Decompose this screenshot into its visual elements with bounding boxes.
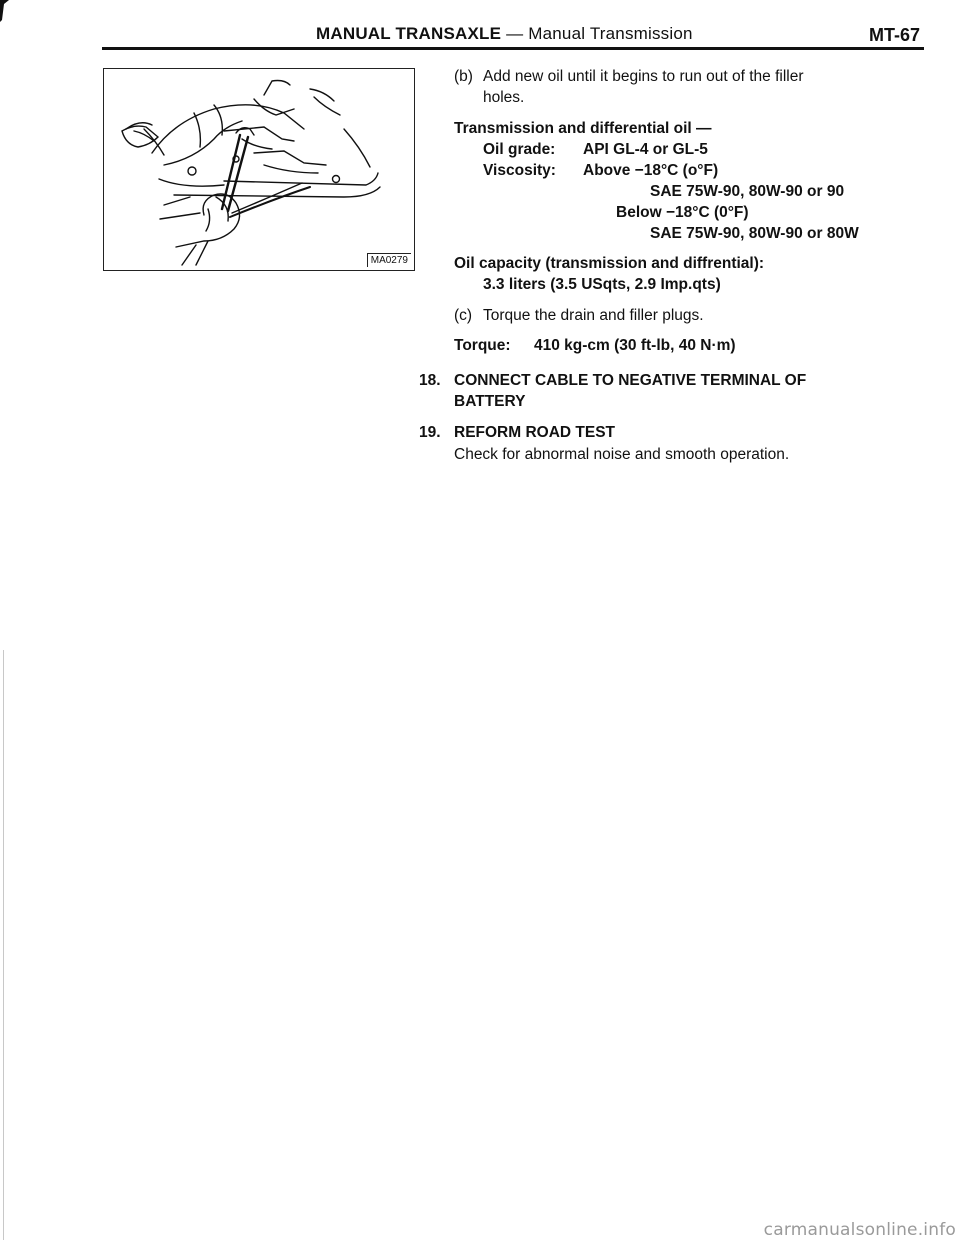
step-19-text: Check for abnormal noise and smooth operation. <box>454 446 790 463</box>
step-c-text: Torque the drain and filler plugs. <box>483 307 704 324</box>
viscosity-below: Below −18°C (0°F) <box>616 204 749 221</box>
corner-mark <box>0 0 10 22</box>
oil-capacity-heading: Oil capacity (transmission and diffrential): <box>454 255 765 272</box>
transaxle-drain-plug-illustration <box>104 69 414 269</box>
watermark: carmanualsonline.info <box>763 1220 956 1240</box>
torque-label: Torque: <box>454 337 511 354</box>
viscosity-above: Above −18°C (o°F) <box>583 162 719 179</box>
oil-spec-heading: Transmission and differential oil — <box>454 120 712 137</box>
viscosity-label: Viscosity: <box>483 162 556 179</box>
header-section: MANUAL TRANSAXLE <box>316 24 502 43</box>
step-b-label: (b) <box>454 68 473 85</box>
header-separator: — <box>506 24 524 43</box>
header-rule <box>102 47 924 50</box>
viscosity-above-value: SAE 75W-90, 80W-90 or 90 <box>650 183 845 200</box>
margin-line <box>3 650 4 1240</box>
step-b-text-line1: Add new oil until it begins to run out of the filler <box>483 68 804 85</box>
page-number: MT-67 <box>868 25 920 45</box>
step-19-number: 19. <box>419 424 441 441</box>
viscosity-below-value: SAE 75W-90, 80W-90 or 80W <box>650 225 859 242</box>
illustration-frame <box>103 68 415 271</box>
step-19-title: REFORM ROAD TEST <box>454 424 616 441</box>
oil-capacity-value: 3.3 liters (3.5 USqts, 2.9 Imp.qts) <box>483 276 721 293</box>
oil-grade-label: Oil grade: <box>483 141 556 158</box>
header-subsection: Manual Transmission <box>528 24 693 43</box>
step-b-text-line2: holes. <box>483 89 525 106</box>
step-c-label: (c) <box>454 307 473 324</box>
step-18-number: 18. <box>419 372 441 389</box>
header-title <box>316 24 693 44</box>
page-header <box>316 22 924 50</box>
torque-value: 410 kg-cm (30 ft-lb, 40 N·m) <box>534 337 736 354</box>
step-18-line1: CONNECT CABLE TO NEGATIVE TERMINAL OF <box>454 372 807 389</box>
figure-code: MA0279 <box>367 253 411 267</box>
oil-grade-value: API GL-4 or GL-5 <box>583 141 708 158</box>
step-18-line2: BATTERY <box>454 393 526 410</box>
